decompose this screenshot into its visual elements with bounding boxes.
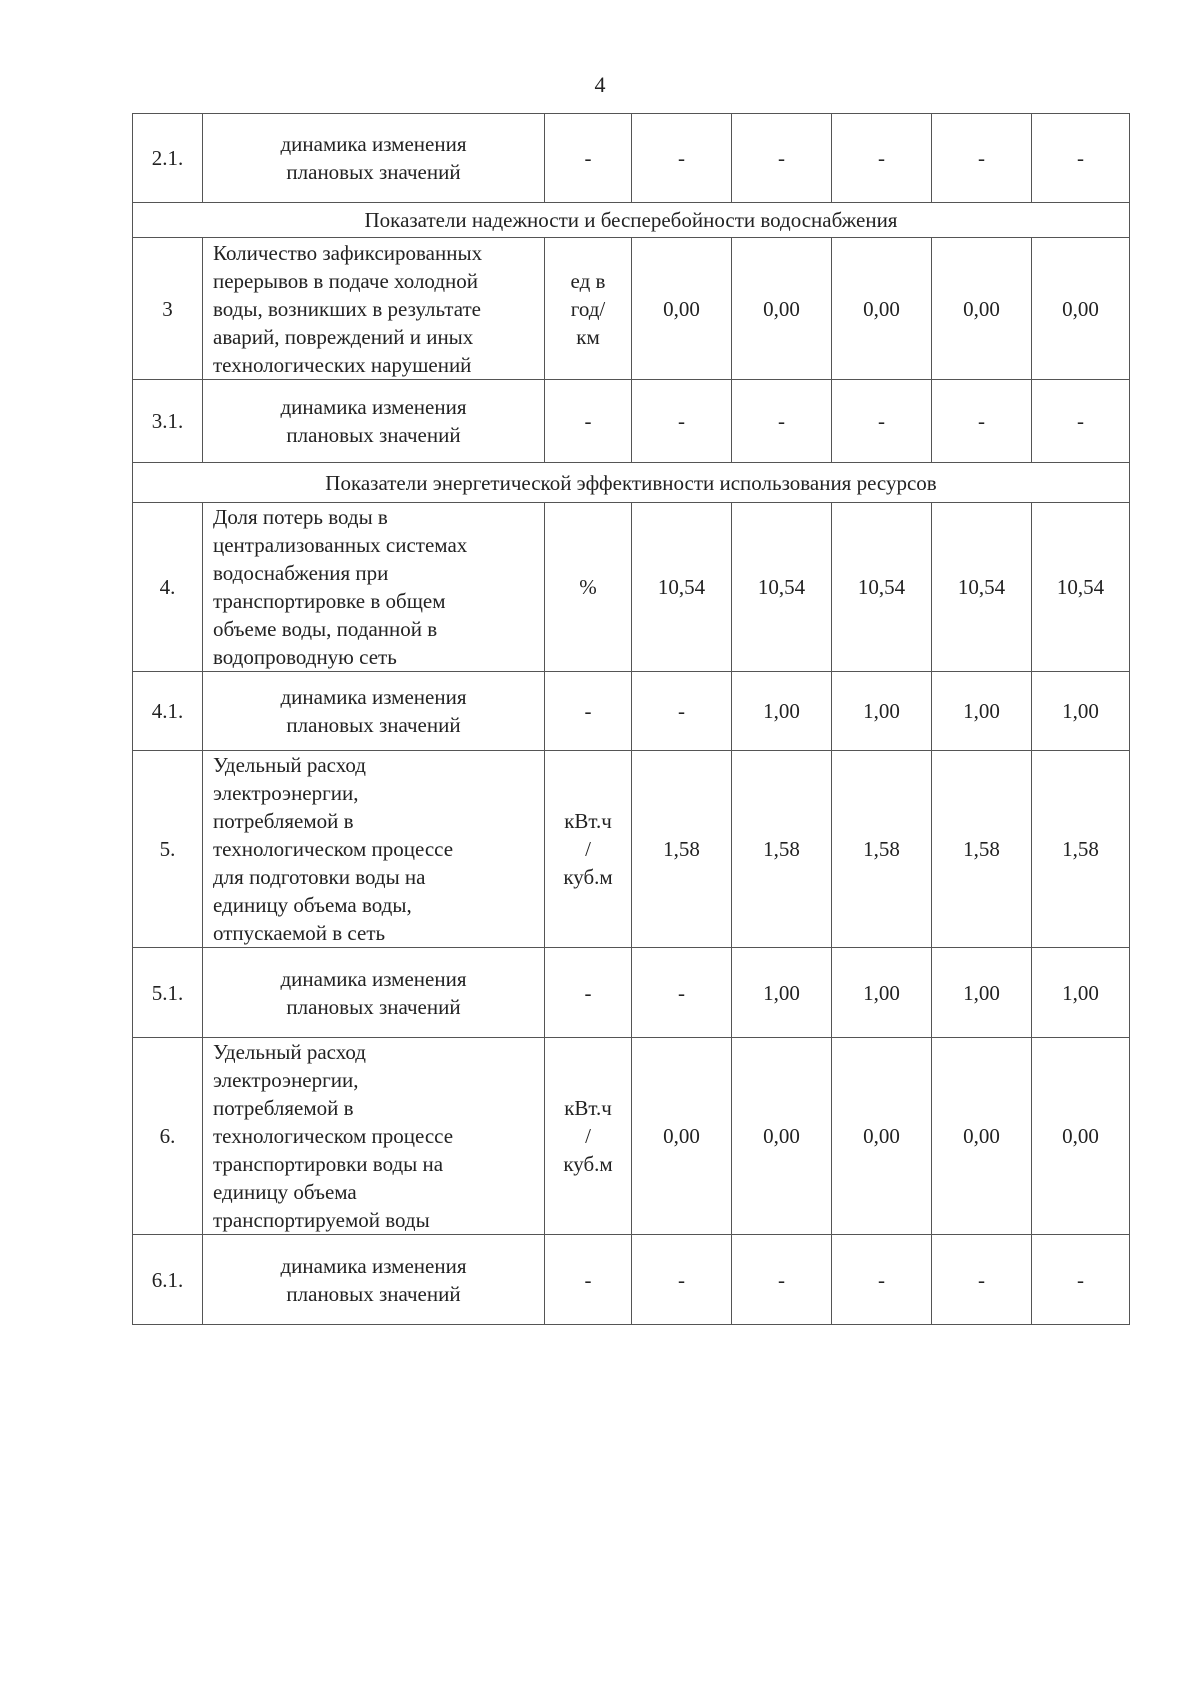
table-row [133,1038,1130,1235]
indicator-name: динамика изменения плановых значений [203,114,545,203]
indicator-name: динамика изменения плановых значений [203,672,545,751]
unit-cell: ед в год/ км [545,238,632,380]
row-number: 4. [133,503,203,672]
value-cell: 0,00 [832,1038,932,1235]
value-cell: 1,00 [1032,672,1130,751]
row-number: 3 [133,238,203,380]
row-number: 2.1. [133,114,203,203]
indicator-name: Доля потерь воды в централизованных системах водоснабжения при транспортировке в общем объеме воды, поданной в водопроводную сеть [203,503,545,672]
value-cell: 1,00 [832,948,932,1038]
section-row [133,203,1130,238]
indicators-table [132,113,1130,1325]
value-cell: 1,00 [932,672,1032,751]
value-cell: - [632,948,732,1038]
table-row [133,672,1130,751]
value-cell: 1,58 [732,751,832,948]
value-cell: 0,00 [732,238,832,380]
value-cell: - [832,1235,932,1325]
value-cell: 0,00 [732,1038,832,1235]
table-row [133,1235,1130,1325]
value-cell: 10,54 [732,503,832,672]
value-cell: - [632,672,732,751]
page-number: 4 [594,72,606,97]
value-cell: - [832,114,932,203]
value-cell: 0,00 [1032,1038,1130,1235]
table-row [133,751,1130,948]
value-cell: 0,00 [632,238,732,380]
value-cell: - [832,380,932,463]
unit-cell: - [545,114,632,203]
row-number: 4.1. [133,672,203,751]
table-body [133,114,1130,1325]
value-cell: - [732,380,832,463]
value-cell: 0,00 [1032,238,1130,380]
unit-cell: - [545,672,632,751]
row-number: 5.1. [133,948,203,1038]
value-cell: - [732,1235,832,1325]
row-number: 6.1. [133,1235,203,1325]
row-number: 5. [133,751,203,948]
table-row [133,114,1130,203]
value-cell: - [1032,114,1130,203]
indicator-name: Удельный расход электроэнергии, потребляемой в технологическом процессе транспортировки воды на единицу объема транспортируемой воды [203,1038,545,1235]
value-cell: - [1032,380,1130,463]
value-cell: - [932,114,1032,203]
table-row [133,503,1130,672]
value-cell: 10,54 [632,503,732,672]
value-cell: 0,00 [832,238,932,380]
value-cell: - [632,380,732,463]
value-cell: 10,54 [832,503,932,672]
value-cell: 1,00 [1032,948,1130,1038]
unit-cell: - [545,1235,632,1325]
value-cell: 1,00 [732,672,832,751]
value-cell: - [932,1235,1032,1325]
value-cell: 0,00 [632,1038,732,1235]
indicator-name: динамика изменения плановых значений [203,380,545,463]
value-cell: 1,00 [732,948,832,1038]
value-cell: - [932,380,1032,463]
indicator-name: Удельный расход электроэнергии, потребляемой в технологическом процессе для подготовки воды на единицу объема воды, отпускаемой в сеть [203,751,545,948]
unit-cell: кВт.ч / куб.м [545,1038,632,1235]
indicator-name: Количество зафиксированных перерывов в подаче холодной воды, возникших в результате аварий, повреждений и иных технологических нарушений [203,238,545,380]
value-cell: - [732,114,832,203]
value-cell: 10,54 [1032,503,1130,672]
indicator-name: динамика изменения плановых значений [203,1235,545,1325]
table-row [133,948,1130,1038]
table-row [133,238,1130,380]
row-number: 3.1. [133,380,203,463]
row-number: 6. [133,1038,203,1235]
value-cell: 1,58 [1032,751,1130,948]
section-row [133,463,1130,503]
value-cell: 1,58 [632,751,732,948]
unit-cell: - [545,948,632,1038]
unit-cell: - [545,380,632,463]
table-row [133,380,1130,463]
unit-cell: кВт.ч / куб.м [545,751,632,948]
value-cell: - [1032,1235,1130,1325]
unit-cell: % [545,503,632,672]
value-cell: 1,00 [932,948,1032,1038]
value-cell: 10,54 [932,503,1032,672]
section-title: Показатели надежности и бесперебойности водоснабжения [133,203,1130,238]
value-cell: 0,00 [932,238,1032,380]
value-cell: - [632,1235,732,1325]
indicator-name: динамика изменения плановых значений [203,948,545,1038]
value-cell: - [632,114,732,203]
value-cell: 1,58 [932,751,1032,948]
value-cell: 1,00 [832,672,932,751]
value-cell: 1,58 [832,751,932,948]
section-title: Показатели энергетической эффективности использования ресурсов [133,463,1130,503]
value-cell: 0,00 [932,1038,1032,1235]
